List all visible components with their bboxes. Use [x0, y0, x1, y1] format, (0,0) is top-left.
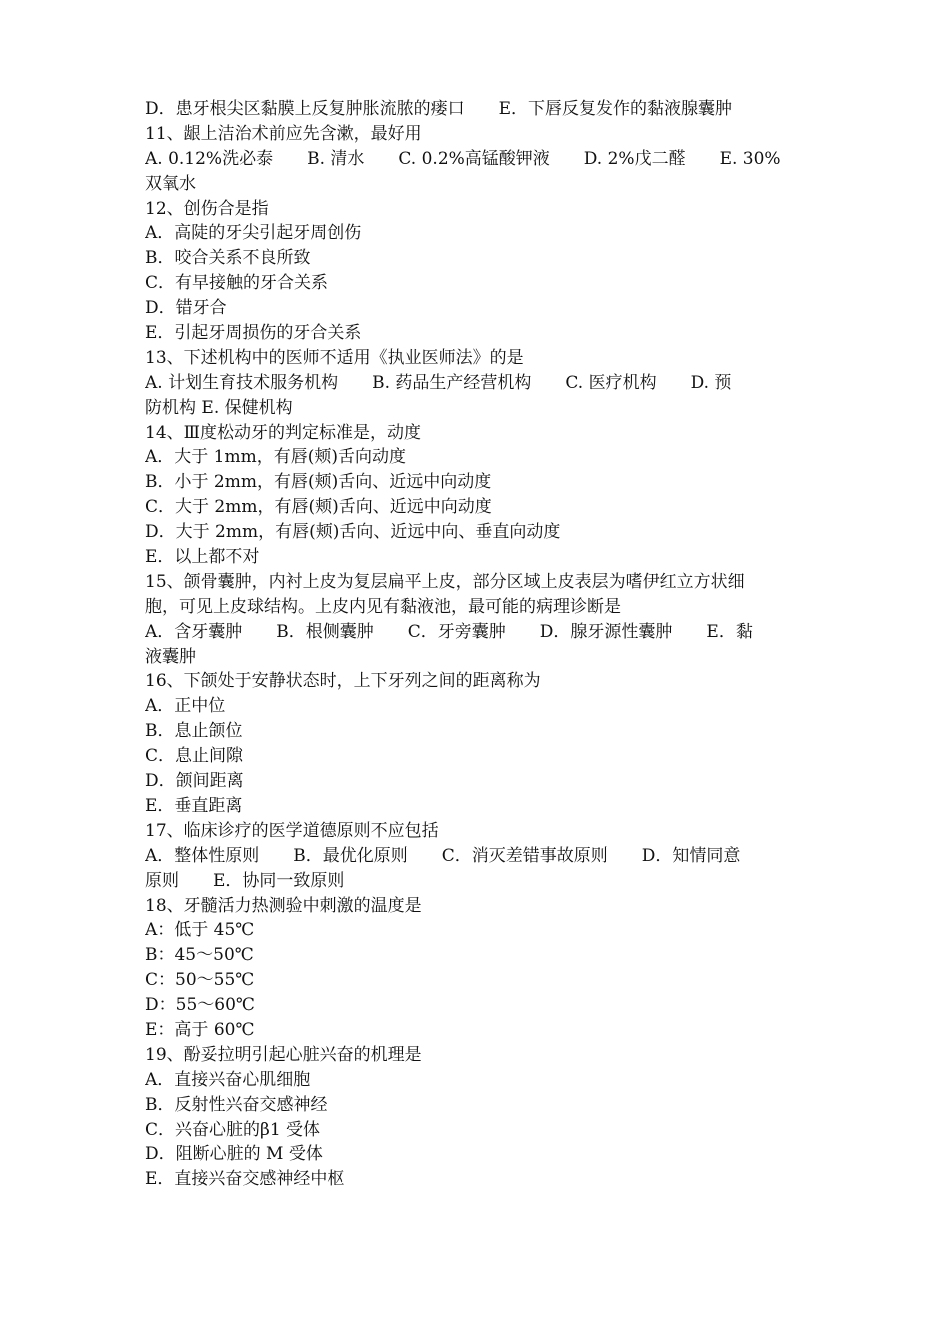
q12-option-a: A．高陡的牙尖引起牙周创伤 [145, 223, 362, 244]
q18-option-b: B：45～50℃ [145, 945, 254, 966]
q12-option-e: E．引起牙周损伤的牙合关系 [145, 323, 362, 344]
q16-option-e: E．垂直距离 [145, 795, 243, 816]
q12-option-c: C．有早接触的牙合关系 [145, 273, 329, 294]
q16-option-b: B．息止颌位 [145, 721, 243, 742]
q13-options: A. 计划生育技术服务机构 B. 药品生产经营机构 C. 医疗机构 D. 预 [145, 372, 732, 393]
q18-option-a: A：低于 45℃ [145, 920, 255, 941]
q14-option-b: B．小于 2mm，有唇(颊)舌向、近远中向动度 [145, 472, 492, 493]
q19-option-a: A．直接兴奋心肌细胞 [145, 1069, 311, 1090]
q13-options-cont: 防机构 E. 保健机构 [145, 397, 293, 418]
q15-options-cont: 液囊肿 [145, 646, 196, 667]
q15-stem-cont: 胞，可见上皮球结构。上皮内见有黏液池，最可能的病理诊断是 [145, 596, 621, 617]
q11-options: A. 0.12%洗必泰 B. 清水 C. 0.2%高锰酸钾液 D. 2%戊二醛 E. 30% [145, 148, 781, 169]
q16-option-a: A．正中位 [145, 696, 226, 717]
q12-option-d: D．错牙合 [145, 298, 227, 319]
q18-option-d: D：55～60℃ [145, 995, 255, 1016]
q12-stem: 12、创伤合是指 [145, 198, 269, 219]
q19-stem: 19、酚妥拉明引起心脏兴奋的机理是 [145, 1044, 422, 1065]
q18-stem: 18、牙髓活力热测验中刺激的温度是 [145, 895, 422, 916]
q16-option-c: C．息止间隙 [145, 746, 244, 767]
q10-option-d-e: D．患牙根尖区黏膜上反复肿胀流脓的瘘口 E．下唇反复发作的黏液腺囊肿 [145, 99, 733, 119]
q14-stem: 14、Ⅲ度松动牙的判定标准是，动度 [145, 422, 422, 443]
q11-options-cont: 双氧水 [145, 173, 196, 194]
q19-option-e: E．直接兴奋交感神经中枢 [145, 1169, 345, 1190]
q18-option-e: E：高于 60℃ [145, 1019, 255, 1040]
q14-option-e: E．以上都不对 [145, 547, 260, 568]
q14-option-c: C．大于 2mm，有唇(颊)舌向、近远中向动度 [145, 497, 492, 518]
q19-option-c: C．兴奋心脏的β1 受体 [145, 1119, 321, 1140]
document-page [145, 97, 825, 1192]
q18-option-c: C：50～55℃ [145, 970, 255, 991]
q19-option-d: D．阻断心脏的 M 受体 [145, 1144, 323, 1165]
q14-option-a: A．大于 1mm，有唇(颊)舌向动度 [145, 447, 407, 468]
q16-option-d: D．颌间距离 [145, 771, 244, 792]
q15-stem: 15、颌骨囊肿，内衬上皮为复层扁平上皮，部分区域上皮表层为嗜伊红立方状细 [145, 571, 745, 592]
q12-option-b: B．咬合关系不良所致 [145, 248, 311, 269]
q15-options: A．含牙囊肿 B．根侧囊肿 C．牙旁囊肿 D．腺牙源性囊肿 E．黏 [145, 621, 753, 642]
q19-option-b: B．反射性兴奋交感神经 [145, 1094, 328, 1115]
q17-options: A．整体性原则 B．最优化原则 C．消灭差错事故原则 D．知情同意 [145, 845, 741, 866]
q11-stem: 11、龈上洁治术前应先含漱，最好用 [145, 123, 422, 144]
q14-option-d: D．大于 2mm，有唇(颊)舌向、近远中向、垂直向动度 [145, 522, 561, 543]
q17-stem: 17、临床诊疗的医学道德原则不应包括 [145, 820, 439, 841]
q17-options-cont: 原则 E．协同一致原则 [145, 870, 345, 891]
q13-stem: 13、下述机构中的医师不适用《执业医师法》的是 [145, 347, 524, 368]
q16-stem: 16、下颌处于安静状态时，上下牙列之间的距离称为 [145, 671, 541, 692]
